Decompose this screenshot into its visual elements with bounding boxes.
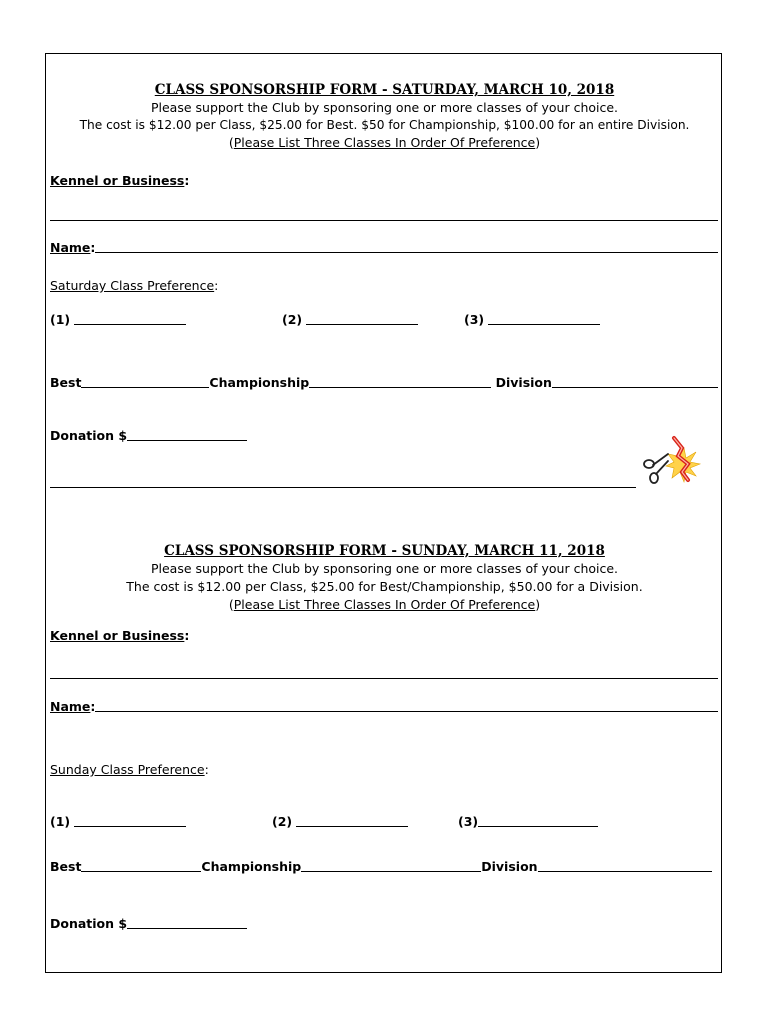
saturday-name-field[interactable]: Name : [50, 240, 718, 255]
saturday-pref-label: Saturday Class Preference: [50, 278, 219, 293]
saturday-name-line[interactable] [95, 252, 718, 253]
saturday-division-label: Division [495, 375, 552, 390]
saturday-intro: Please support the Club by sponsoring one or more classes of your choice. [150, 100, 619, 115]
sunday-instruction-text: Please List Three Classes In Order Of Preference [233, 597, 536, 612]
saturday-cost: The cost is $12.00 per Class, $25.00 for Best. $50 for Championship, $100.00 for an entire Division. [79, 118, 690, 132]
sunday-best-line[interactable] [81, 871, 201, 872]
saturday-kennel-field[interactable] [50, 220, 718, 221]
sunday-division-line[interactable] [538, 871, 712, 872]
saturday-donation-line[interactable] [127, 440, 247, 441]
saturday-instruction: (Please List Three Classes In Order Of Preference) [228, 135, 541, 150]
saturday-best-row [50, 375, 718, 390]
sunday-cost: The cost is $12.00 per Class, $25.00 for Best/Championship, $50.00 for a Division. [126, 579, 643, 594]
sunday-pref-1-label: (1) [50, 814, 71, 829]
cut-line [50, 487, 636, 488]
sunday-best-row [50, 859, 712, 874]
sunday-kennel-label: Kennel or Business: [50, 628, 190, 643]
sunday-pref-1[interactable] [50, 814, 186, 829]
sunday-pref-2-label: (2) [272, 814, 293, 829]
saturday-best-label: Best [50, 375, 82, 390]
sunday-pref-2-line[interactable] [296, 826, 408, 827]
sunday-pref-3-line[interactable] [478, 826, 598, 827]
sunday-donation-label: Donation $ [50, 916, 128, 931]
saturday-pref-2-line[interactable] [306, 324, 418, 325]
saturday-kennel-label-text: Kennel or Business [50, 173, 185, 188]
saturday-division-line[interactable] [552, 387, 718, 388]
sunday-instruction: (Please List Three Classes In Order Of Preference) [228, 597, 541, 612]
sunday-title: CLASS SPONSORSHIP FORM - SUNDAY, MARCH 11, 2018 [164, 543, 605, 559]
sunday-pref-label-text: Sunday Class Preference [50, 762, 205, 777]
sunday-pref-3-label: (3) [458, 814, 479, 829]
saturday-pref-2[interactable] [282, 312, 418, 327]
sunday-name-label: Name [50, 699, 91, 714]
saturday-pref-3-line[interactable] [488, 324, 600, 325]
sunday-donation[interactable] [50, 916, 247, 931]
saturday-pref-3-label: (3) [464, 312, 485, 327]
saturday-championship-label: Championship [209, 375, 310, 390]
saturday-pref-label-text: Saturday Class Preference [50, 278, 215, 293]
sunday-name-line[interactable] [95, 711, 718, 712]
sunday-intro: Please support the Club by sponsoring one or more classes of your choice. [150, 561, 619, 576]
scissors-icon [638, 434, 708, 494]
sunday-donation-line[interactable] [127, 928, 247, 929]
sunday-pref-label: Sunday Class Preference: [50, 762, 209, 777]
saturday-best-line[interactable] [81, 387, 209, 388]
saturday-pref-1-line[interactable] [74, 324, 186, 325]
sunday-championship-line[interactable] [301, 871, 481, 872]
saturday-name-label: Name [50, 240, 91, 255]
sunday-pref-2[interactable] [272, 814, 408, 829]
saturday-title: CLASS SPONSORSHIP FORM - SATURDAY, MARCH 10, 2018 [154, 82, 615, 98]
sunday-division-label: Division [481, 859, 538, 874]
saturday-pref-1[interactable] [50, 312, 186, 327]
sunday-kennel-label-text: Kennel or Business [50, 628, 185, 643]
saturday-pref-1-label: (1) [50, 312, 71, 327]
sunday-championship-label: Championship [201, 859, 302, 874]
sunday-best-label: Best [50, 859, 82, 874]
sunday-pref-1-line[interactable] [74, 826, 186, 827]
saturday-championship-line[interactable] [309, 387, 491, 388]
form-frame [45, 53, 722, 973]
sunday-pref-3[interactable] [458, 814, 598, 829]
sunday-name-field[interactable]: Name : [50, 699, 718, 714]
saturday-instruction-text: Please List Three Classes In Order Of Preference [233, 135, 536, 150]
saturday-pref-3[interactable] [464, 312, 600, 327]
saturday-donation-label: Donation $ [50, 428, 128, 443]
sunday-kennel-field[interactable] [50, 678, 718, 679]
saturday-donation[interactable] [50, 428, 247, 443]
saturday-pref-2-label: (2) [282, 312, 303, 327]
saturday-kennel-label: Kennel or Business: [50, 173, 190, 188]
